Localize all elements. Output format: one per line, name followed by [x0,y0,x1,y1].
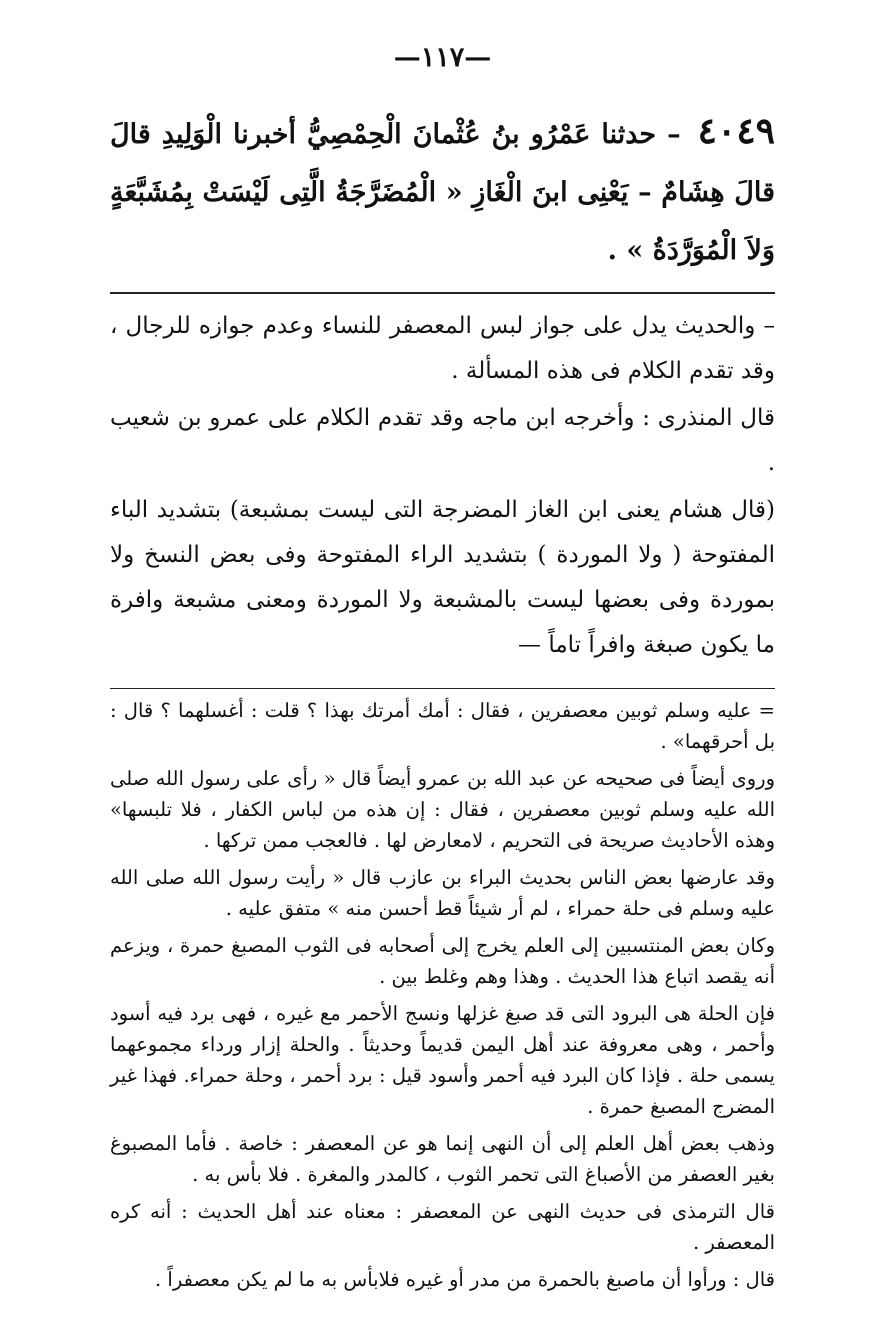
page-number: —١١٧— [393,42,492,73]
footnote-paragraph: = عليه وسلم ثوبين معصفرين ، فقال : أمك أمرتك بهذا ؟ قلت : أغسلهما ؟ قال : بل أحرقهما» . [110,699,775,753]
footnotes-section [110,695,775,1295]
hadith-text: – حدثنا عَمْرُو بنُ عُثْمانَ الْحِمْصِيُّ أخبرنا الْوَلِيدِ قالَ قالَ هِشَامٌ – يَعْنِى ابنَ الْغَازِ « الْمُضَرَّجَةُ الَّتِى لَيْسَتْ بِمُشَبَّعَةٍ وَلاَ الْمُوَرَّدَةُ » . [110,119,775,266]
footnote-paragraph: قال الترمذى فى حديث النهى عن المعصفر : معناه عند أهل الحديث : أنه كره المعصفر . [110,1200,775,1254]
footnote-divider [110,688,775,689]
commentary-section [110,304,775,668]
hadith-text-block [110,102,775,280]
hadith-divider [110,292,775,294]
footnote-paragraph: وقد عارضها بعض الناس بحديث البراء بن عازب قال « رأيت رسول الله صلى الله عليه وسلم فى حلة حمراء ، لم أر شيئاً قط أحسن منه » متفق عليه . [110,866,775,920]
footnote-paragraph: وروى أيضاً فى صحيحه عن عبد الله بن عمرو أيضاً قال « رأى على رسول الله صلى الله عليه وسلم ثوبين معصفرين ، فقال : إن هذه من لباس الكفار ، فلا تلبسها» وهذه الأحاديث صريحة فى التحريم ، لامعارض لها . فالعجب ممن تركها . [110,767,775,852]
footnote-paragraph: فإن الحلة هى البرود التى قد صبغ غزلها ونسج الأحمر مع غيره ، فهى برد فيه أسود وأحمر ، وهى معروفة عند أهل اليمن قديماً وحديثاً . والحلة إزار ورداء مجموعهما يسمى حلة . فإذا كان البرد فيه أحمر وأسود قيل : برد أحمر ، وحلة حمراء. فهذا غير المضرج المصبغ حمرة . [110,1002,775,1118]
commentary-paragraph: (قال هشام يعنى ابن الغاز المضرجة التى ليست بمشبعة) بتشديد الباء المفتوحة ( ولا الموردة ) بتشديد الراء المفتوحة وفى بعض النسخ ولا بموردة وفى بعضها ليست بالمشبعة ولا الموردة ومعنى مشبعة وافرة ما يكون صبغة وافراً تاماً — [110,497,775,658]
footnote-paragraph: وكان بعض المنتسبين إلى العلم يخرج إلى أصحابه فى الثوب المصبغ حمرة ، ويزعم أنه يقصد اتباع هذا الحديث . وهذا وهم وغلط بين . [110,934,775,988]
footnote-paragraph: قال : ورأوا أن ماصبغ بالحمرة من مدر أو غيره فلابأس به ما لم يكن معصفراً . [155,1268,775,1291]
footnote-paragraph: وذهب بعض أهل العلم إلى أن النهى إنما هو عن المعصفر : خاصة . فأما المصبوغ بغير العصفر من الأصباغ التى تحمر الثوب ، كالمدر والمغرة . فلا بأس به . [110,1132,775,1186]
hadith-number: ٤٠٤٩ [697,110,775,152]
commentary-paragraph: – والحديث يدل على جواز لبس المعصفر للنساء وعدم جوازه للرجال ، وقد تقدم الكلام فى هذه المسألة . [110,313,775,384]
commentary-paragraph: قال المنذرى : وأخرجه ابن ماجه وقد تقدم الكلام على عمرو بن شعيب . [110,405,775,476]
book-page [110,40,775,1295]
